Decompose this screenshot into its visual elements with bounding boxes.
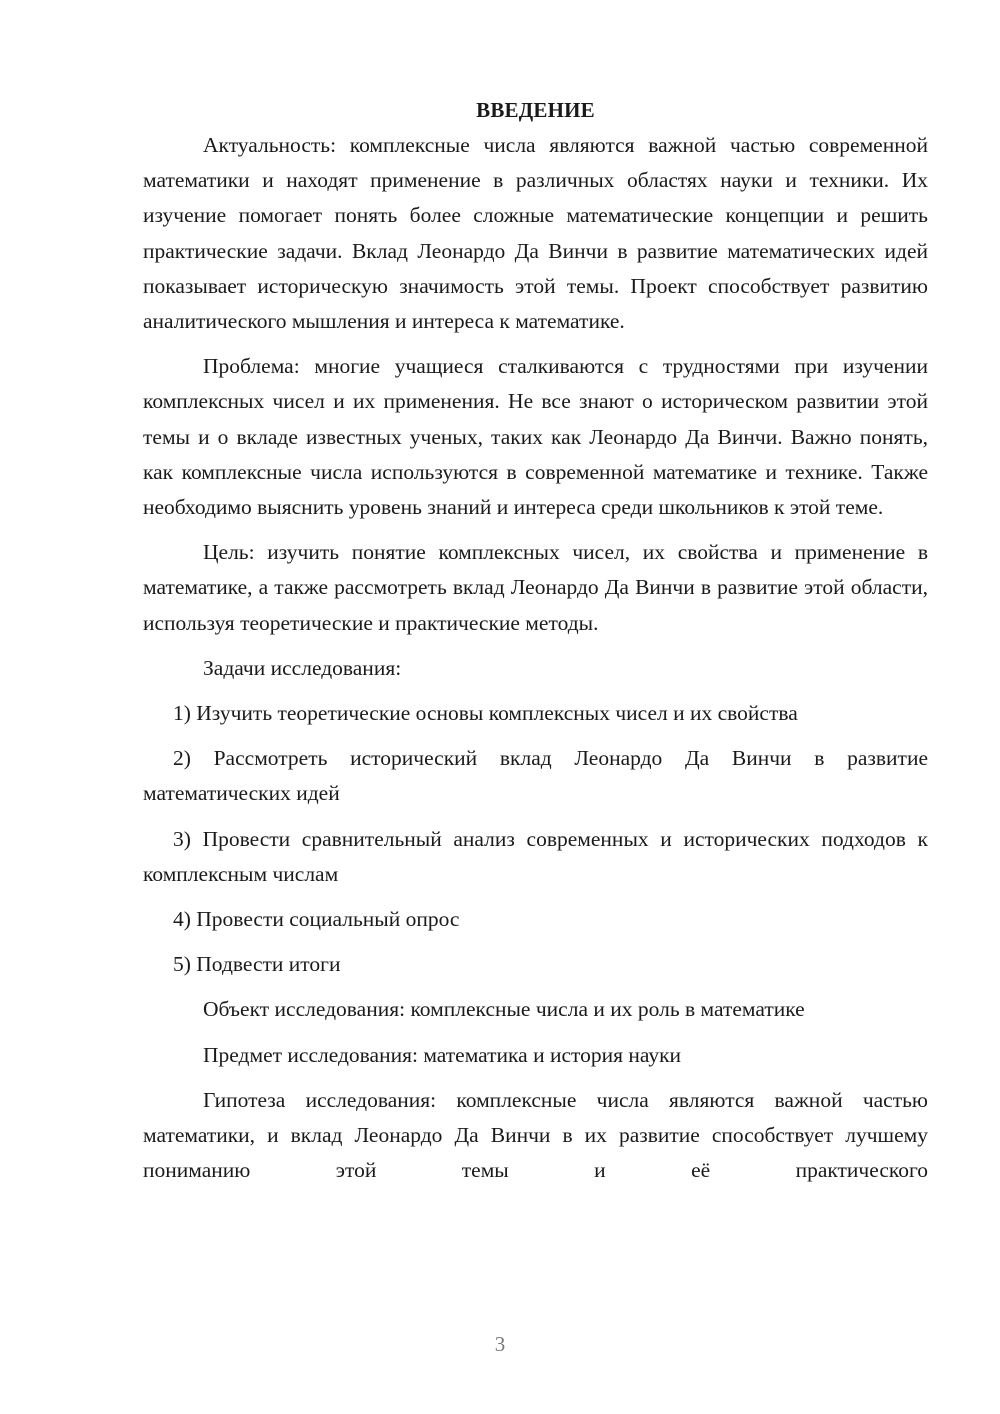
section-heading: ВВЕДЕНИЕ — [476, 98, 595, 122]
problem-paragraph: Проблема: многие учащиеся сталкиваются с трудностями при изучении комплексных чисел и их применения. Не все знают о историческом развитии этой темы и о вкладе известных ученых, таких как Леонардо Да Винчи. Важно понять, как комплексные числа используются в современной математике и технике. Также необходимо выяснить уровень знаний и интереса среди школьников к этой теме. — [143, 354, 928, 520]
task-item: 5) Подвести итоги — [173, 952, 341, 977]
task-item: 1) Изучить теоретические основы комплексных чисел и их свойства — [173, 701, 798, 726]
relevance-paragraph: Актуальность: комплексные числа являются важной частью современной математики и находят применение в различных областях науки и техники. Их изучение помогает понять более сложные математические концепции и решить практические задачи. Вклад Леонардо Да Винчи в развитие математических идей показывает историческую значимость этой темы. Проект способствует развитию аналитического мышления и интереса к математике. — [143, 133, 928, 334]
subject-paragraph: Предмет исследования: математика и история науки — [203, 1042, 682, 1067]
tasks-title: Задачи исследования: — [203, 655, 402, 680]
page-number: 3 — [494, 1332, 506, 1356]
document-page — [143, 92, 928, 1188]
goal-paragraph: Цель: изучить понятие комплексных чисел, их свойства и применение в математике, а также рассмотреть вклад Леонардо Да Винчи в развитие этой области, используя теоретические и практические методы. — [143, 540, 928, 635]
task-item: 4) Провести социальный опрос — [173, 907, 460, 932]
object-paragraph: Объект исследования: комплексные числа и их роль в математике — [203, 997, 805, 1022]
task-item: 3) Провести сравнительный анализ современных и исторических подходов к комплексным числам — [143, 826, 928, 886]
task-item: 2) Рассмотреть исторический вклад Леонардо Да Винчи в развитие математических идей — [143, 746, 928, 806]
hypothesis-paragraph: Гипотеза исследования: комплексные числа являются важной частью математики, и вклад Леонардо Да Винчи в их развитие способствует лучшему пониманию этой темы и её практического — [143, 1087, 928, 1183]
